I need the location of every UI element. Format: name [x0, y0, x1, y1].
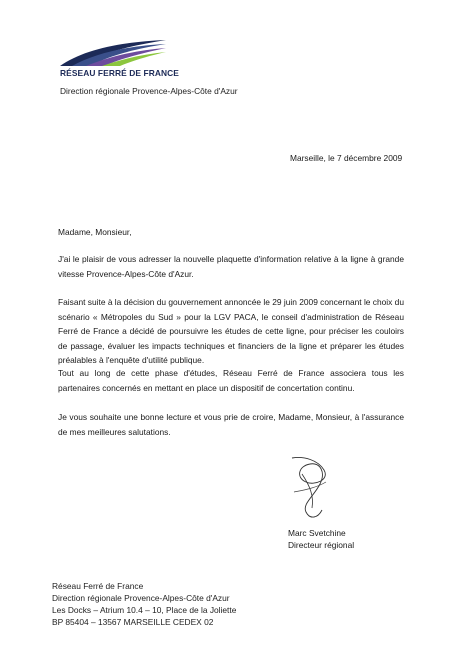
paragraph-2: Faisant suite à la décision du gouvernement annoncée le 29 juin 2009 concernant le choix du scénario « Métropoles du Sud » pour la LGV PACA, le conseil d'administration de Réseau Ferré de France a décidé de poursuivre les études de cette ligne, pour préciser les couloirs de passage, évaluer les impacts techniques et financiers de la ligne et préparer les études préalables à l'enquête d'utilité publique. — [58, 297, 404, 365]
footer-line: Direction régionale Provence-Alpes-Côte d'Azur — [52, 593, 230, 603]
footer-line: Réseau Ferré de France — [52, 581, 144, 591]
rff-logo-icon — [58, 38, 168, 68]
paragraph-3: Tout au long de cette phase d'études, Réseau Ferré de France associera tous les partenaires concernés en mettant en place un dispositif de concertation continu. — [58, 368, 404, 393]
brand-name: RÉSEAU FERRÉ DE FRANCE — [60, 68, 179, 78]
paragraph-4: Je vous souhaite une bonne lecture et vous prie de croire, Madame, Monsieur, à l'assurance de mes meilleures salutations. — [58, 412, 404, 437]
salutation: Madame, Monsieur, — [58, 227, 132, 237]
signer-name: Marc Svetchine — [288, 528, 346, 538]
date-line: Marseille, le 7 décembre 2009 — [290, 153, 403, 163]
paragraph-1: J'ai le plaisir de vous adresser la nouvelle plaquette d'information relative à la ligne à grande vitesse Provence-Alpes-Côte d'Azur. — [58, 254, 404, 279]
signer-block — [288, 527, 354, 551]
signer-title: Directeur régional — [288, 540, 355, 550]
regional-direction: Direction régionale Provence-Alpes-Côte d'Azur — [60, 86, 238, 96]
footer-address — [52, 580, 236, 628]
footer-line: Les Docks – Atrium 10.4 – 10, Place de la Joliette — [52, 605, 237, 615]
footer-line: BP 85404 – 13567 MARSEILLE CEDEX 02 — [52, 617, 214, 627]
handwritten-signature — [284, 452, 334, 526]
